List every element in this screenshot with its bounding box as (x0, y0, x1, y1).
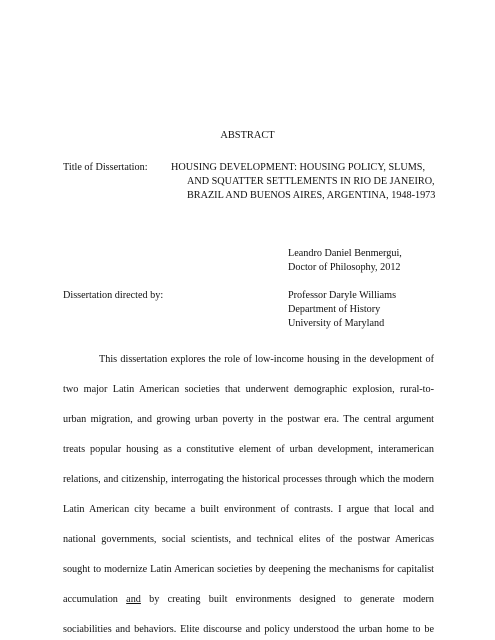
body-line-8: sought to modernize Latin American societies by deepening the mechanisms for capitalist (63, 564, 434, 575)
body-text-and-underlined: and (126, 594, 141, 605)
body-line-3: urban migration, and growing urban poverty in the postwar era. The central argument (63, 414, 434, 425)
title-line-3: BRAZIL AND BUENOS AIRES, ARGENTINA, 1948-1973 (187, 190, 436, 201)
directed-by-label: Dissertation directed by: (63, 290, 164, 301)
body-line-7: national governments, social scientists, and technical elites of the postwar Americas (63, 534, 434, 545)
director-name: Professor Daryle Williams (288, 290, 397, 301)
body-line-9 (63, 594, 434, 606)
body-text-built-environments: by creating built environments designed to generate modern (149, 594, 434, 605)
director-university: University of Maryland (288, 318, 385, 329)
author-name: Leandro Daniel Benmergui, (288, 248, 402, 259)
title-label: Title of Dissertation: (63, 162, 148, 173)
body-line-4: treats popular housing as a constitutive element of urban development, interamerican (63, 444, 434, 455)
body-line-10: sociabilities and behaviors. Elite discourse and policy understood the urban home to be (63, 624, 434, 635)
abstract-heading: ABSTRACT (220, 130, 275, 141)
body-line-2: two major Latin American societies that underwent demographic explosion, rural-to- (63, 384, 434, 395)
body-line-5: relations, and citizenship, interrogating the historical processes through which the modern (63, 474, 434, 485)
body-line-6: Latin American city became a built environment of contrasts. I argue that local and (63, 504, 434, 515)
title-line-1: HOUSING DEVELOPMENT: HOUSING POLICY, SLUMS, (171, 162, 426, 173)
author-degree: Doctor of Philosophy, 2012 (288, 262, 401, 273)
director-department: Department of History (288, 304, 381, 315)
body-text-accumulation: accumulation (63, 594, 118, 605)
body-line-1: This dissertation explores the role of low-income housing in the development of (99, 354, 434, 365)
title-line-2: AND SQUATTER SETTLEMENTS IN RIO DE JANEIRO, (187, 176, 435, 187)
